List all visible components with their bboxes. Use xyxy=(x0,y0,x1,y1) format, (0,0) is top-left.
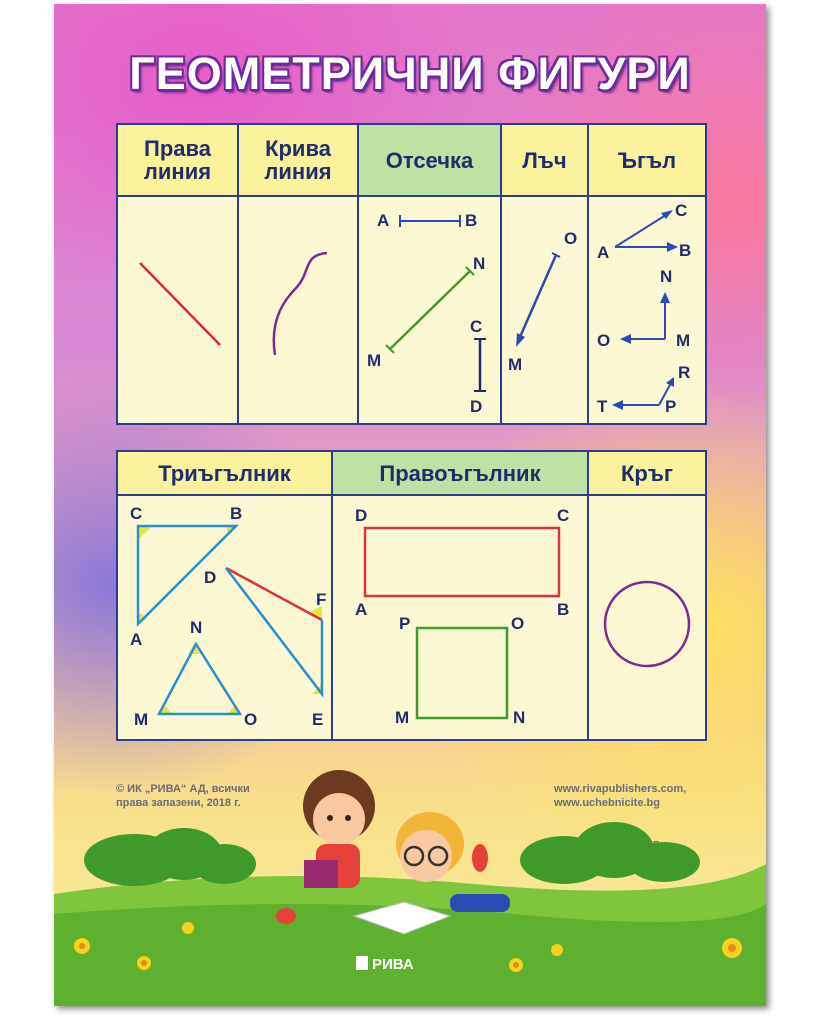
ray-header xyxy=(502,125,587,197)
rectangle-cell xyxy=(333,452,589,739)
segment-cell xyxy=(359,125,502,423)
point-m-label: M xyxy=(676,331,691,350)
point-t-label: T xyxy=(597,397,608,416)
lines-table xyxy=(116,123,707,425)
point-e-label: E xyxy=(312,710,324,729)
straight-line-header xyxy=(118,125,237,197)
straight-line-cell xyxy=(118,125,239,423)
point-d-label: D xyxy=(470,397,483,416)
shapes-table xyxy=(116,450,707,741)
point-n-label: N xyxy=(660,267,673,286)
point-c-label: C xyxy=(130,504,143,523)
point-a-label: A xyxy=(130,630,143,649)
point-d-label: D xyxy=(355,506,368,525)
triangle-drawing xyxy=(118,496,333,739)
point-r-label: R xyxy=(678,363,691,382)
point-o-label: O xyxy=(244,710,258,729)
url-rivapublishers[interactable]: www.rivapublishers.com, xyxy=(554,783,687,795)
point-b-label: B xyxy=(230,504,243,523)
header-label: Отсечка xyxy=(385,147,474,173)
angle-body xyxy=(589,197,705,423)
url-uchebnicite[interactable]: www.uchebnicite.bg xyxy=(554,797,660,809)
curved-line-drawing xyxy=(239,197,359,423)
poster xyxy=(54,4,766,1006)
angle-cell xyxy=(589,125,705,423)
straight-line-body xyxy=(118,197,237,423)
point-p-label: P xyxy=(399,614,411,633)
point-m-label: M xyxy=(367,351,382,370)
triangle-cell xyxy=(118,452,333,739)
angle-drawing xyxy=(589,197,705,423)
segment-header xyxy=(359,125,500,197)
poster-title: ГЕОМЕТРИЧНИ ФИГУРИ xyxy=(129,48,691,99)
point-b-label: B xyxy=(679,241,692,260)
circle-header xyxy=(589,452,705,496)
point-a-label: A xyxy=(377,211,390,230)
copyright-line1: © ИК „РИВА“ АД, всички xyxy=(116,783,250,795)
point-o-label: O xyxy=(564,229,578,248)
point-f-label: F xyxy=(316,590,327,609)
rectangle-drawing xyxy=(333,496,589,739)
curved-line-cell xyxy=(239,125,359,423)
logo-text: РИВА xyxy=(372,956,414,973)
kids-reading-illustration xyxy=(54,744,766,1006)
point-m-label: M xyxy=(508,355,523,374)
header-label: Кръг xyxy=(620,460,674,486)
header-line2: линия xyxy=(264,159,332,184)
point-n-label: N xyxy=(513,708,526,727)
point-o-label: O xyxy=(511,614,525,633)
header-label: Триъгълник xyxy=(158,460,291,486)
circle-drawing xyxy=(589,496,705,739)
point-b-label: B xyxy=(557,600,570,619)
header-line1: Крива xyxy=(265,136,331,161)
rectangle-header xyxy=(333,452,587,496)
header-line2: линия xyxy=(143,159,212,184)
point-c-label: C xyxy=(557,506,570,525)
header-label: Ъгъл xyxy=(617,147,677,173)
circle-body xyxy=(589,496,705,739)
triangle-header xyxy=(118,452,331,496)
segment-body xyxy=(359,197,500,423)
point-b-label: B xyxy=(465,211,478,230)
ray-body xyxy=(502,197,587,423)
point-n-label: N xyxy=(190,618,203,637)
point-c-label: C xyxy=(470,317,483,336)
header-label: Правоъгълник xyxy=(379,460,541,486)
rectangle-body xyxy=(333,496,587,739)
point-a-label: A xyxy=(597,243,610,262)
triangle-body xyxy=(118,496,331,739)
curved-line-body xyxy=(239,197,357,423)
header-line1: Права xyxy=(144,136,211,161)
point-p-label: P xyxy=(665,397,677,416)
straight-line-drawing xyxy=(118,197,238,423)
point-m-label: M xyxy=(134,710,149,729)
copyright-line2: права запазени, 2018 г. xyxy=(116,797,241,809)
angle-header xyxy=(589,125,705,197)
point-n-label: N xyxy=(473,254,486,273)
point-o-label: O xyxy=(597,331,611,350)
header-label: Лъч xyxy=(522,147,567,173)
ray-cell xyxy=(502,125,589,423)
point-d-label: D xyxy=(204,568,217,587)
point-a-label: A xyxy=(355,600,368,619)
point-m-label: M xyxy=(395,708,410,727)
point-c-label: C xyxy=(675,201,688,220)
curved-line-header xyxy=(239,125,357,197)
circle-cell xyxy=(589,452,705,739)
